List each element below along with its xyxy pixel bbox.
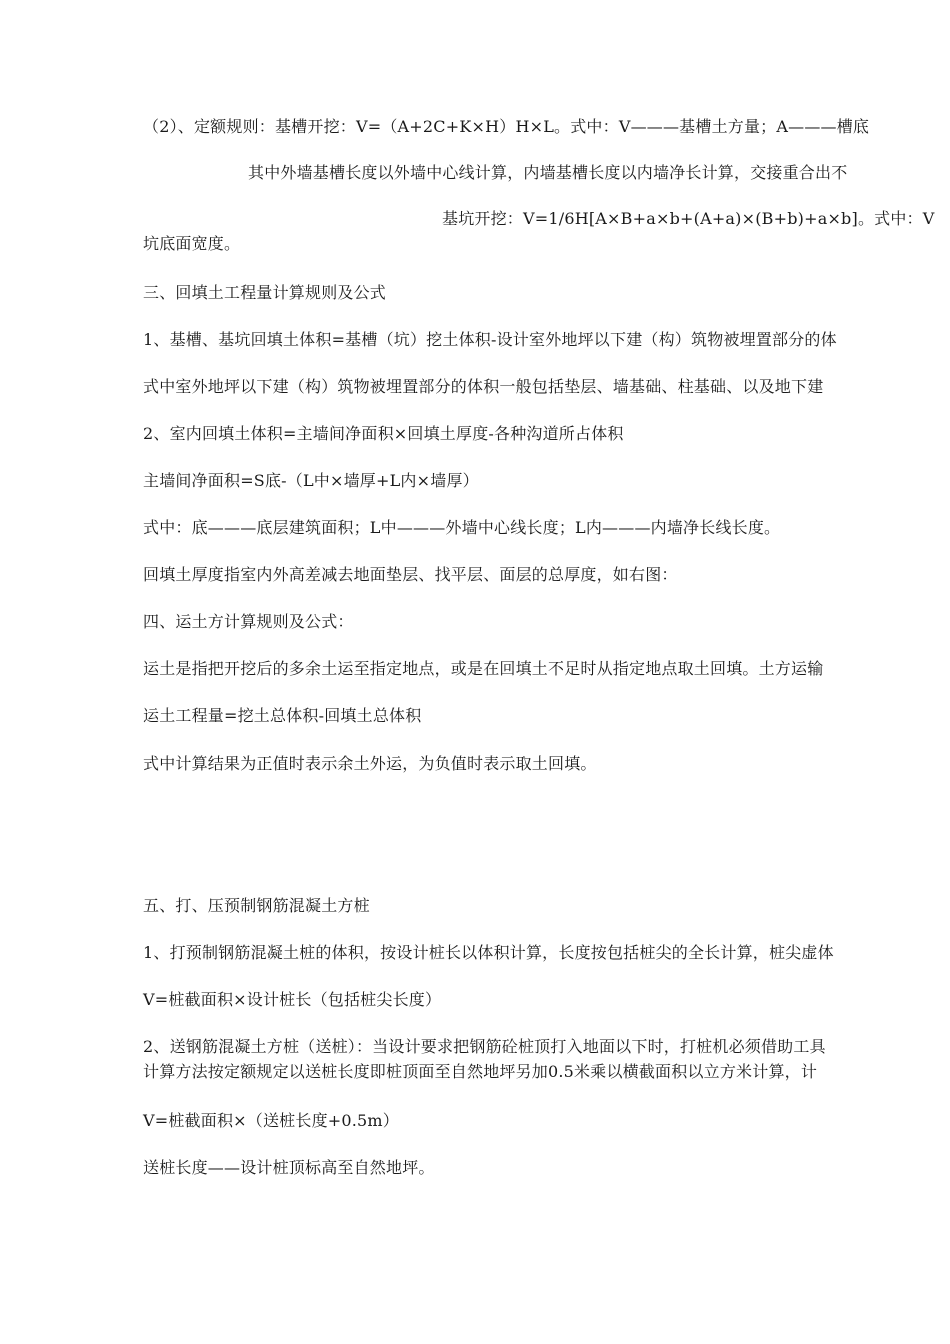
- text-line: 运土是指把开挖后的多余土运至指定地点，或是在回填土不足时从指定地点取土回填。土方运输: [143, 659, 824, 678]
- text-line: 式中：底———底层建筑面积；L中———外墙中心线长度；L内———内墙净长线长度。: [143, 518, 781, 537]
- section-heading: 五、打、压预制钢筋混凝土方桩: [143, 896, 370, 915]
- text-line: 1、打预制钢筋混凝土桩的体积，按设计桩长以体积计算，长度按包括桩尖的全长计算，桩尖虚体: [143, 943, 834, 962]
- text-line: 回填土厚度指室内外高差减去地面垫层、找平层、面层的总厚度，如右图：: [143, 565, 678, 584]
- text-line: 送桩长度——设计桩顶标高至自然地坪。: [143, 1158, 435, 1177]
- text-line: （2）、定额规则：基槽开挖：V=（A+2C+K×H）H×L。式中：V———基槽土方量；A———槽底: [143, 117, 870, 136]
- text-line: 计算方法按定额规定以送桩长度即桩顶面至自然地坪另加0.5米乘以横截面积以立方米计算，计: [143, 1062, 818, 1081]
- text-line: 其中外墙基槽长度以外墙中心线计算，内墙基槽长度以内墙净长计算，交接重合出不: [248, 163, 848, 182]
- text-line: 基坑开挖：V=1/6H[A×B+a×b+(A+a)×(B+b)+a×b]。式中：V: [442, 209, 935, 228]
- formula-line: 运土工程量=挖土总体积-回填土总体积: [143, 706, 422, 725]
- text-line: 1、基槽、基坑回填土体积=基槽（坑）挖土体积-设计室外地坪以下建（构）筑物被埋置部分的体: [143, 330, 837, 349]
- formula-line: V=桩截面积×设计桩长（包括桩尖长度）: [143, 990, 442, 1009]
- text-line: 式中计算结果为正值时表示余土外运，为负值时表示取土回填。: [143, 754, 597, 773]
- text-line: 2、室内回填土体积=主墙间净面积×回填土厚度-各种沟道所占体积: [143, 424, 624, 443]
- section-heading: 四、运土方计算规则及公式：: [143, 612, 354, 631]
- text-line: 坑底面宽度。: [143, 234, 241, 253]
- formula-line: V=桩截面积×（送桩长度+0.5m）: [143, 1111, 399, 1130]
- section-heading: 三、回填土工程量计算规则及公式: [143, 283, 387, 302]
- text-line: 式中室外地坪以下建（构）筑物被埋置部分的体积一般包括垫层、墙基础、柱基础、以及地下建: [143, 377, 824, 396]
- formula-line: 主墙间净面积=S底-（L中×墙厚+L内×墙厚）: [143, 471, 479, 490]
- text-line: 2、送钢筋混凝土方桩（送桩）：当设计要求把钢筋砼桩顶打入地面以下时，打桩机必须借助工具: [143, 1037, 826, 1056]
